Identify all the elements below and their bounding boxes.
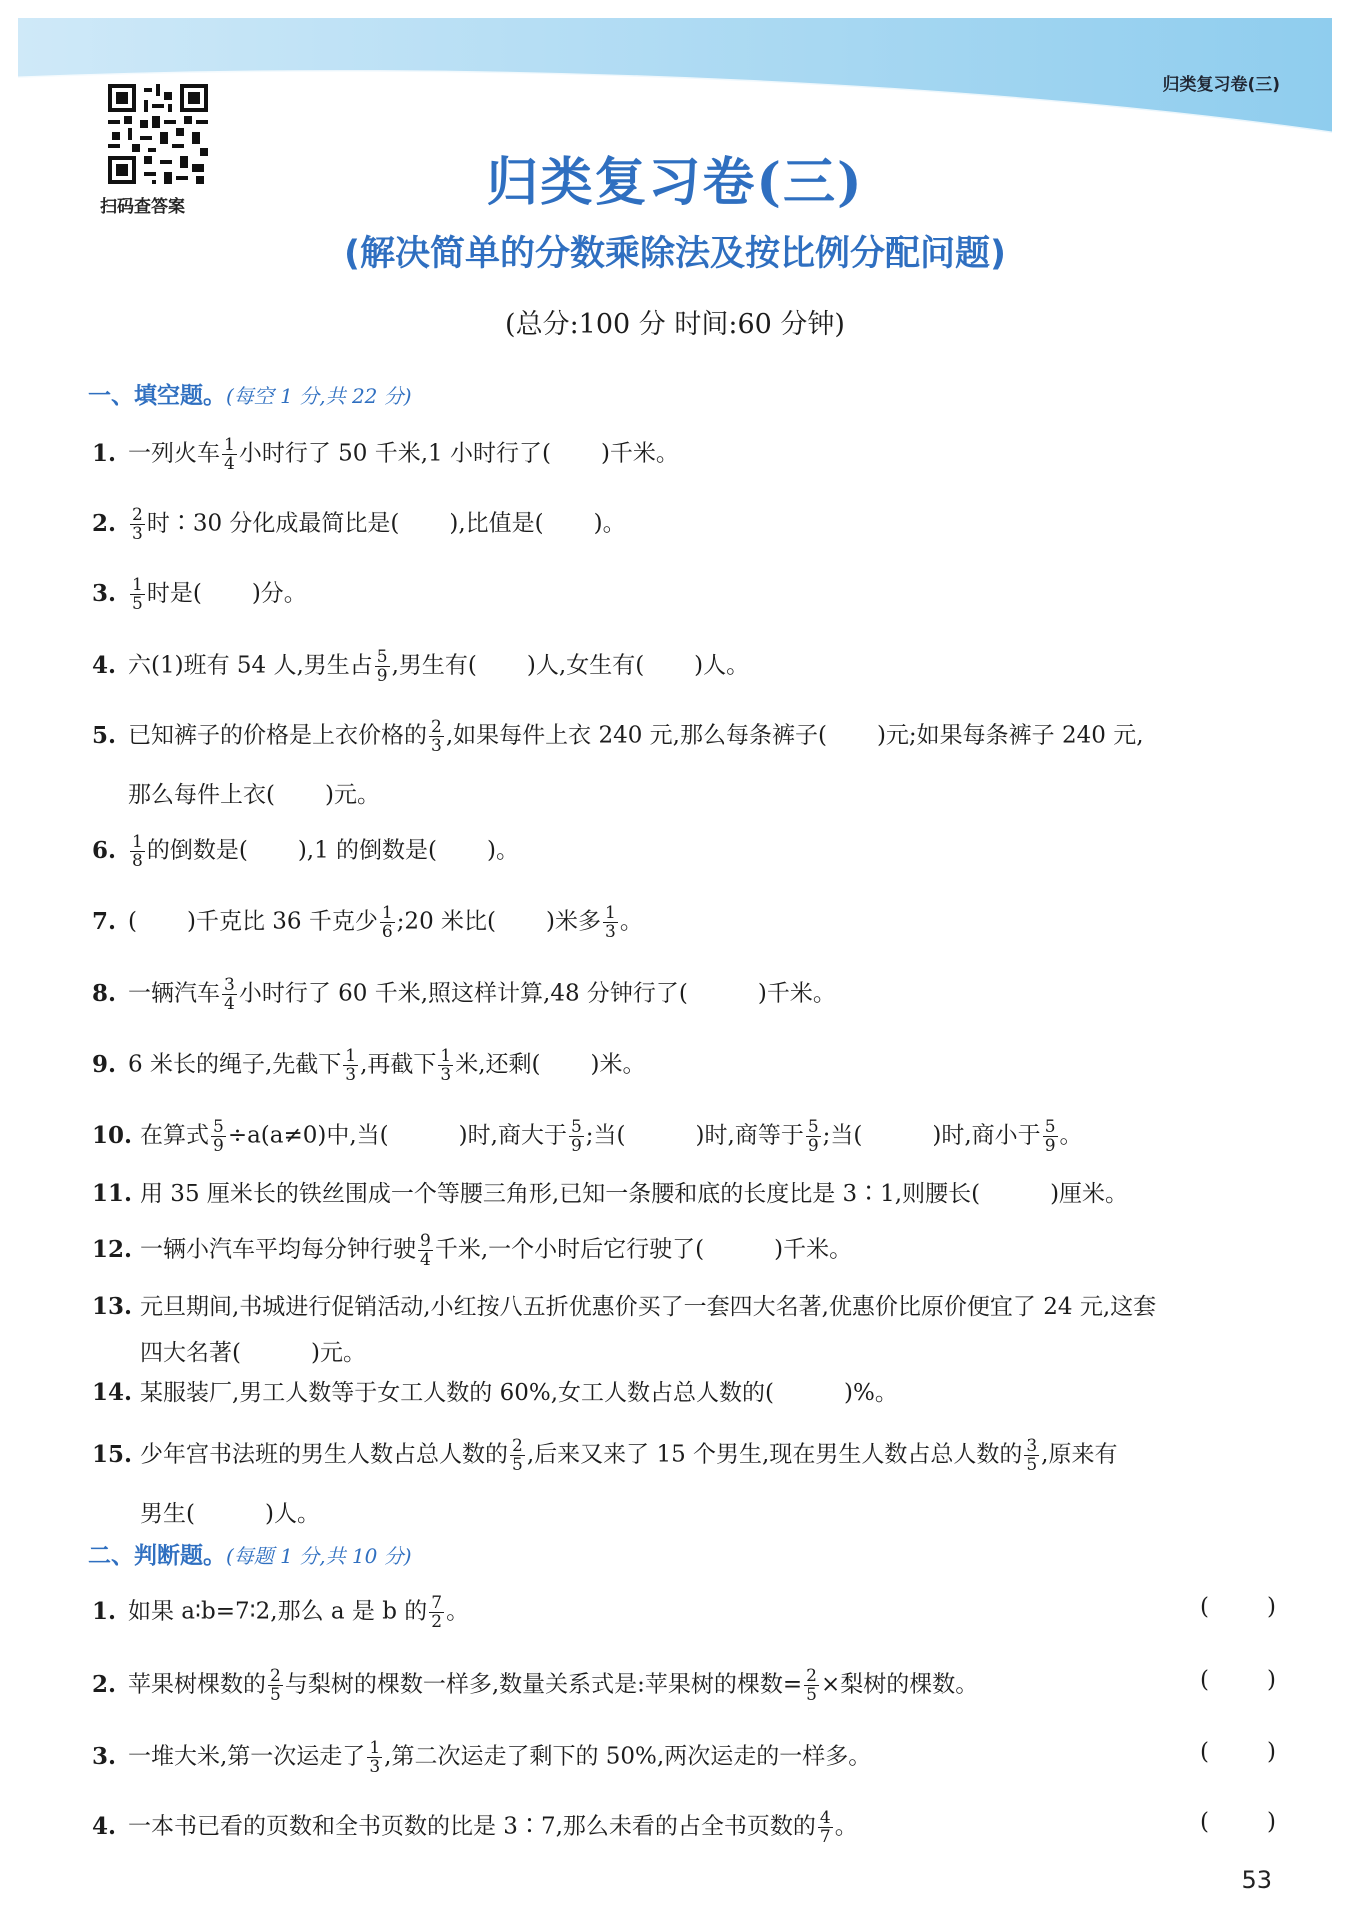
question-6: 6. $\frac{1}{8}$ 的倒数是( ),1 的倒数是( )。 bbox=[92, 832, 519, 871]
fraction: $\frac{4}{7}$ bbox=[819, 1808, 831, 1847]
section-title: 一、填空题。 bbox=[88, 383, 226, 409]
question-9: 9. 6 米长的绳子,先截下 $\frac{1}{3}$ ,再截下 $\frac{1}{3}$ 米,还剩( )米。 bbox=[92, 1046, 646, 1085]
fraction: $\frac{1}{8}$ bbox=[132, 832, 143, 871]
section-heading-true-false bbox=[88, 1537, 412, 1570]
fraction: $\frac{1}{4}$ bbox=[224, 435, 235, 474]
question-4: 4. 六(1)班有 54 人,男生占 $\frac{5}{9}$ ,男生有( )人,女生有( )人。 bbox=[92, 647, 750, 686]
qr-caption: 扫码查答案 bbox=[100, 197, 185, 217]
question-15: 15. 少年宫书法班的男生人数占总人数的 $\frac{2}{5}$ ,后来又来了 15 个男生,现在男生人数占总人数的 $\frac{3}{5}$ ,原来有 bbox=[92, 1436, 1118, 1475]
fraction: $\frac{2}{5}$ bbox=[512, 1436, 523, 1475]
fraction: $\frac{5}{9}$ bbox=[376, 647, 388, 686]
page-title: 归类复习卷(三) bbox=[486, 152, 864, 213]
fraction: $\frac{5}{9}$ bbox=[213, 1117, 224, 1156]
fraction: $\frac{1}{3}$ bbox=[345, 1046, 357, 1085]
judge-4: 4. 一本书已看的页数和全书页数的比是 3∶7,那么未看的占全书页数的 $\frac{4}{7}$ 。 bbox=[92, 1808, 858, 1847]
judge-answer-box[interactable]: ( ) bbox=[1200, 1594, 1276, 1620]
section-heading-fill-blank bbox=[88, 377, 412, 410]
judge-3: 3. 一堆大米,第一次运走了 $\frac{1}{3}$ ,第二次运走了剩下的 50%,两次运走的一样多。 bbox=[92, 1738, 872, 1777]
judge-2: 2. 苹果树棵数的 $\frac{2}{5}$ 与梨树的棵数一样多,数量关系式是:苹果树的棵数= $\frac{2}{5}$ ×梨树的棵数。 bbox=[92, 1666, 979, 1705]
judge-answer-box[interactable]: ( ) bbox=[1200, 1809, 1276, 1835]
fraction: $\frac{5}{9}$ bbox=[807, 1117, 819, 1156]
section-title: 二、判断题。 bbox=[88, 1543, 226, 1569]
question-7: 7. ( )千克比 36 千克少 $\frac{1}{6}$ ;20 米比( )米多 $\frac{1}{3}$ 。 bbox=[92, 903, 643, 942]
page-subtitle: (解决简单的分数乘除法及按比例分配问题) bbox=[344, 234, 1006, 274]
running-title: 归类复习卷(三) bbox=[1162, 75, 1280, 95]
exam-meta: (总分:100 分 时间:60 分钟) bbox=[505, 309, 845, 340]
fraction: $\frac{3}{5}$ bbox=[1026, 1436, 1038, 1475]
fraction: $\frac{1}{3}$ bbox=[604, 903, 616, 942]
judge-1: 1. 如果 a∶b=7∶2,那么 a 是 b 的 $\frac{7}{2}$ 。 bbox=[92, 1593, 470, 1632]
fraction: $\frac{2}{5}$ bbox=[270, 1666, 281, 1705]
question-14: 14. 某服装厂,男工人数等于女工人数的 60%,女工人数占总人数的( )%。 bbox=[92, 1379, 898, 1406]
question-13: 13. 元旦期间,书城进行促销活动,小红按八五折优惠价买了一套四大名著,优惠价比原价便宜了 24 元,这套 bbox=[92, 1293, 1157, 1320]
question-5: 5. 已知裤子的价格是上衣价格的 $\frac{2}{3}$ ,如果每件上衣 240 元,那么每条裤子( )元;如果每条裤子 240 元, bbox=[92, 717, 1144, 756]
page-number: 53 bbox=[1241, 1866, 1272, 1894]
fraction: $\frac{2}{5}$ bbox=[806, 1666, 817, 1705]
fraction: $\frac{1}{3}$ bbox=[369, 1738, 381, 1777]
fraction: $\frac{1}{6}$ bbox=[381, 903, 393, 942]
question-12: 12. 一辆小汽车平均每分钟行驶 $\frac{9}{4}$ 千米,一个小时后它行驶了( )千米。 bbox=[92, 1231, 853, 1270]
question-1: 1. 一列火车 $\frac{1}{4}$ 小时行了 50 千米,1 小时行了( )千米。 bbox=[92, 435, 679, 474]
fraction: $\frac{7}{2}$ bbox=[431, 1593, 443, 1632]
question-10: 10. 在算式 $\frac{5}{9}$ ÷a(a≠0)中,当( )时,商大于 $\frac{5}{9}$ ;当( )时,商等于 $\frac{5}{9}$ ;当( )时,商小于 $\frac{5}{9}$ 。 bbox=[92, 1117, 1083, 1156]
fraction: $\frac{5}{9}$ bbox=[1044, 1117, 1056, 1156]
judge-answer-box[interactable]: ( ) bbox=[1200, 1667, 1276, 1693]
fraction: $\frac{9}{4}$ bbox=[420, 1231, 431, 1270]
question-11: 11. 用 35 厘米长的铁丝围成一个等腰三角形,已知一条腰和底的长度比是 3∶1,则腰长( )厘米。 bbox=[92, 1180, 1129, 1207]
question-5-continued: 那么每件上衣( )元。 bbox=[128, 782, 380, 808]
section-note: (每空 1 分,共 22 分) bbox=[226, 384, 412, 408]
question-3: 3. $\frac{1}{5}$ 时是( )分。 bbox=[92, 575, 307, 614]
judge-answer-box[interactable]: ( ) bbox=[1200, 1739, 1276, 1765]
question-15-continued: 男生( )人。 bbox=[140, 1501, 320, 1527]
question-2: 2. $\frac{2}{3}$ 时∶30 分化成最简比是( ),比值是( )。 bbox=[92, 505, 626, 544]
question-8: 8. 一辆汽车 $\frac{3}{4}$ 小时行了 60 千米,照这样计算,48 分钟行了( )千米。 bbox=[92, 975, 836, 1014]
fraction: $\frac{2}{3}$ bbox=[431, 717, 442, 756]
fraction: $\frac{1}{5}$ bbox=[132, 575, 143, 614]
fraction: $\frac{5}{9}$ bbox=[570, 1117, 582, 1156]
section-note: (每题 1 分,共 10 分) bbox=[226, 1544, 412, 1568]
fraction: $\frac{1}{3}$ bbox=[440, 1046, 452, 1085]
question-13-continued: 四大名著( )元。 bbox=[140, 1340, 366, 1366]
fraction: $\frac{2}{3}$ bbox=[132, 505, 143, 544]
fraction: $\frac{3}{4}$ bbox=[224, 975, 235, 1014]
